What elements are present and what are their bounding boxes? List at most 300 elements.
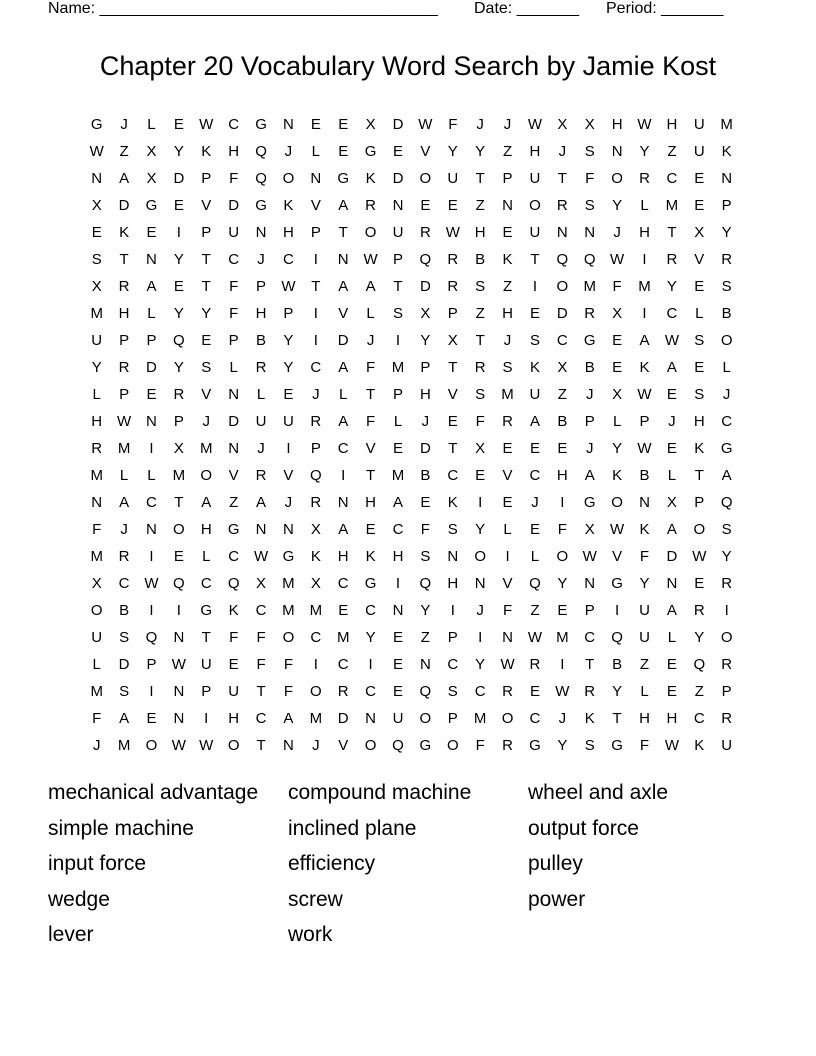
- grid-letter: P: [447, 629, 458, 646]
- grid-letter: E: [666, 683, 677, 700]
- grid-letter: Z: [557, 386, 567, 403]
- grid-letter: M: [282, 602, 295, 619]
- grid-letter: C: [365, 683, 377, 700]
- grid-letter: I: [313, 332, 318, 349]
- grid-letter: O: [282, 629, 295, 646]
- grid-letter: I: [313, 656, 318, 673]
- grid-letter: P: [146, 332, 157, 349]
- word-list: [48, 779, 768, 957]
- grid-letter: F: [585, 170, 595, 187]
- grid-letter: R: [639, 170, 650, 187]
- grid-letter: C: [721, 413, 733, 430]
- grid-row: [83, 517, 741, 544]
- grid-letter: Y: [639, 575, 650, 592]
- grid-letter: H: [118, 305, 130, 322]
- grid-letter: H: [502, 305, 513, 322]
- grid-letter: O: [529, 197, 541, 214]
- grid-letter: S: [201, 359, 212, 376]
- grid-letter: L: [92, 656, 101, 673]
- grid-letter: X: [666, 494, 677, 511]
- grid-letter: R: [118, 278, 130, 295]
- grid-letter: A: [338, 278, 349, 295]
- grid-letter: B: [612, 656, 623, 673]
- grid-letter: G: [145, 197, 158, 214]
- grid-letter: F: [420, 521, 430, 538]
- grid-letter: F: [475, 737, 485, 754]
- grid-letter: W: [610, 521, 625, 538]
- grid-letter: U: [91, 332, 103, 349]
- grid-letter: Q: [309, 467, 322, 484]
- grid-letter: F: [92, 710, 102, 727]
- grid-letter: U: [255, 413, 267, 430]
- grid-letter: O: [474, 548, 486, 565]
- grid-letter: H: [91, 413, 103, 430]
- grid-letter: C: [693, 710, 705, 727]
- grid-letter: X: [256, 575, 267, 592]
- grid-letter: S: [584, 197, 595, 214]
- grid-letter: K: [612, 467, 623, 484]
- word-list-item: pulley: [528, 852, 583, 876]
- grid-letter: D: [666, 548, 678, 565]
- grid-letter: J: [558, 710, 567, 727]
- grid-letter: E: [666, 656, 677, 673]
- grid-letter: X: [557, 359, 568, 376]
- grid-letter: O: [611, 494, 623, 511]
- grid-letter: R: [310, 494, 322, 511]
- grid-letter: U: [693, 143, 705, 160]
- grid-letter: Y: [91, 359, 102, 376]
- grid-letter: A: [119, 710, 130, 727]
- grid-letter: R: [447, 278, 459, 295]
- grid-letter: N: [502, 629, 513, 646]
- grid-letter: S: [694, 332, 705, 349]
- grid-letter: K: [119, 224, 130, 241]
- grid-letter: E: [447, 413, 458, 430]
- grid-row: [83, 490, 741, 517]
- name-field: Name: ______________________________________: [48, 0, 438, 17]
- grid-letter: P: [639, 413, 650, 430]
- grid-letter: R: [529, 656, 541, 673]
- grid-letter: X: [612, 386, 623, 403]
- grid-letter: I: [560, 494, 565, 511]
- grid-letter: N: [283, 737, 294, 754]
- grid-letter: H: [228, 143, 240, 160]
- grid-letter: M: [309, 710, 323, 727]
- grid-letter: J: [476, 116, 484, 133]
- grid-letter: U: [283, 413, 294, 430]
- grid-letter: I: [204, 710, 209, 727]
- grid-letter: S: [119, 683, 130, 700]
- grid-letter: I: [395, 332, 401, 349]
- word-search-grid: [83, 112, 741, 760]
- grid-letter: C: [228, 548, 240, 565]
- grid-letter: L: [640, 683, 649, 700]
- grid-letter: C: [447, 656, 459, 673]
- grid-letter: D: [228, 413, 240, 430]
- grid-letter: Y: [694, 629, 705, 646]
- grid-letter: H: [419, 386, 431, 403]
- grid-letter: T: [256, 683, 266, 700]
- grid-letter: H: [337, 548, 349, 565]
- grid-letter: P: [283, 305, 294, 322]
- grid-letter: P: [201, 683, 212, 700]
- grid-letter: W: [692, 548, 707, 565]
- grid-letter: W: [144, 575, 159, 592]
- grid-letter: G: [90, 116, 103, 133]
- grid-letter: M: [90, 467, 103, 484]
- grid-letter: B: [475, 251, 486, 268]
- grid-letter: G: [364, 143, 377, 160]
- grid-letter: C: [474, 683, 486, 700]
- grid-letter: W: [555, 683, 570, 700]
- grid-letter: Z: [667, 143, 677, 160]
- grid-letter: P: [201, 170, 212, 187]
- grid-letter: I: [176, 224, 181, 241]
- grid-letter: D: [228, 197, 240, 214]
- grid-letter: T: [366, 386, 376, 403]
- grid-letter: E: [694, 170, 705, 187]
- grid-row: [83, 679, 741, 706]
- grid-letter: Q: [227, 575, 240, 592]
- grid-letter: P: [584, 413, 595, 430]
- grid-letter: P: [420, 359, 431, 376]
- grid-letter: E: [283, 386, 294, 403]
- grid-letter: M: [172, 467, 186, 484]
- grid-letter: U: [228, 224, 240, 241]
- grid-letter: D: [392, 116, 404, 133]
- grid-letter: U: [529, 224, 541, 241]
- grid-letter: J: [722, 386, 731, 403]
- grid-letter: L: [147, 305, 156, 322]
- grid-letter: H: [200, 521, 212, 538]
- grid-letter: G: [583, 494, 596, 511]
- grid-row: [83, 544, 741, 571]
- grid-letter: F: [283, 683, 294, 700]
- grid-letter: A: [201, 494, 212, 511]
- grid-letter: J: [585, 386, 594, 403]
- grid-letter: S: [721, 521, 732, 538]
- grid-letter: Y: [557, 737, 568, 754]
- grid-letter: T: [256, 737, 266, 754]
- grid-letter: V: [310, 197, 321, 214]
- grid-letter: L: [695, 305, 704, 322]
- grid-letter: L: [366, 305, 375, 322]
- grid-letter: L: [202, 548, 211, 565]
- grid-letter: O: [611, 170, 623, 187]
- grid-letter: T: [557, 170, 567, 187]
- grid-letter: L: [256, 386, 266, 403]
- grid-letter: F: [475, 413, 485, 430]
- grid-letter: H: [693, 413, 705, 430]
- grid-letter: R: [502, 737, 513, 754]
- grid-letter: X: [612, 305, 623, 322]
- grid-letter: T: [448, 440, 458, 457]
- grid-letter: S: [119, 629, 130, 646]
- grid-letter: D: [392, 170, 404, 187]
- grid-letter: Z: [502, 278, 513, 295]
- grid-letter: Y: [420, 332, 431, 349]
- grid-letter: I: [724, 602, 729, 619]
- grid-letter: I: [313, 251, 318, 268]
- grid-letter: C: [200, 575, 212, 592]
- grid-letter: N: [337, 494, 349, 511]
- grid-letter: S: [584, 143, 595, 160]
- grid-letter: Z: [475, 305, 485, 322]
- grid-letter: V: [447, 386, 458, 403]
- grid-letter: Y: [612, 440, 623, 457]
- grid-letter: E: [173, 278, 184, 295]
- date-field: Date: _______: [474, 0, 579, 17]
- grid-letter: R: [337, 683, 349, 700]
- grid-letter: P: [447, 305, 458, 322]
- grid-letter: E: [173, 548, 184, 565]
- grid-row: [83, 463, 741, 490]
- grid-letter: H: [474, 224, 486, 241]
- grid-letter: U: [639, 629, 650, 646]
- grid-letter: K: [228, 602, 239, 619]
- grid-letter: T: [448, 359, 458, 376]
- grid-row: [83, 436, 741, 463]
- grid-letter: Z: [420, 629, 430, 646]
- grid-letter: E: [173, 197, 184, 214]
- grid-letter: C: [146, 494, 157, 511]
- grid-letter: W: [89, 143, 104, 160]
- grid-letter: J: [284, 494, 293, 511]
- grid-letter: Z: [229, 494, 239, 511]
- grid-letter: E: [146, 386, 157, 403]
- grid-letter: K: [502, 251, 513, 268]
- grid-letter: G: [227, 521, 240, 538]
- grid-letter: Z: [694, 683, 704, 700]
- word-list-item: mechanical advantage: [48, 781, 259, 804]
- grid-letter: V: [502, 467, 513, 484]
- grid-letter: R: [91, 440, 103, 457]
- grid-letter: F: [229, 305, 239, 322]
- grid-letter: R: [255, 359, 267, 376]
- grid-letter: C: [255, 602, 267, 619]
- grid-letter: S: [584, 737, 595, 754]
- grid-letter: F: [92, 521, 102, 538]
- grid-letter: O: [556, 548, 569, 565]
- grid-letter: Q: [173, 575, 185, 592]
- grid-letter: P: [502, 170, 513, 187]
- grid-letter: X: [173, 440, 184, 457]
- grid-letter: M: [282, 575, 295, 592]
- grid-letter: S: [447, 521, 458, 538]
- grid-letter: W: [582, 548, 597, 565]
- grid-letter: N: [146, 413, 157, 430]
- grid-letter: E: [392, 656, 403, 673]
- grid-row: [83, 301, 741, 328]
- grid-letter: W: [445, 224, 460, 241]
- grid-letter: M: [90, 305, 103, 322]
- grid-letter: Q: [419, 251, 432, 268]
- grid-letter: Z: [475, 197, 485, 214]
- grid-letter: P: [721, 683, 732, 700]
- grid-letter: J: [558, 143, 567, 160]
- grid-letter: A: [338, 413, 349, 430]
- grid-row: [83, 382, 741, 409]
- grid-letter: N: [392, 602, 404, 619]
- grid-letter: H: [666, 116, 678, 133]
- grid-letter: P: [201, 224, 212, 241]
- grid-letter: Y: [475, 143, 486, 160]
- grid-letter: K: [639, 521, 650, 538]
- grid-letter: S: [91, 251, 102, 268]
- grid-letter: P: [694, 494, 705, 511]
- grid-letter: T: [366, 467, 376, 484]
- grid-letter: A: [119, 494, 130, 511]
- grid-letter: U: [693, 116, 705, 133]
- grid-letter: P: [146, 656, 157, 673]
- grid-row: [83, 625, 741, 652]
- grid-letter: Q: [583, 251, 596, 268]
- grid-letter: K: [447, 494, 458, 511]
- grid-letter: P: [721, 197, 732, 214]
- grid-letter: T: [585, 656, 595, 673]
- grid-letter: C: [365, 602, 377, 619]
- grid-row: [83, 706, 741, 733]
- grid-letter: J: [312, 737, 320, 754]
- grid-letter: S: [475, 278, 486, 295]
- grid-letter: W: [281, 278, 296, 295]
- grid-letter: F: [639, 737, 650, 754]
- grid-letter: B: [256, 332, 267, 349]
- grid-letter: F: [229, 629, 239, 646]
- grid-letter: A: [639, 332, 650, 349]
- grid-letter: R: [556, 197, 568, 214]
- grid-letter: X: [584, 116, 595, 133]
- grid-letter: Y: [283, 332, 294, 349]
- grid-letter: F: [639, 548, 650, 565]
- grid-letter: N: [173, 629, 185, 646]
- grid-letter: G: [583, 332, 596, 349]
- grid-letter: F: [229, 278, 239, 295]
- grid-letter: D: [118, 197, 130, 214]
- grid-letter: N: [173, 683, 185, 700]
- grid-letter: E: [529, 440, 540, 457]
- grid-letter: Y: [173, 251, 184, 268]
- grid-letter: Y: [612, 197, 623, 214]
- grid-letter: J: [476, 602, 484, 619]
- grid-letter: T: [530, 251, 540, 268]
- grid-letter: E: [529, 683, 540, 700]
- grid-letter: K: [584, 710, 595, 727]
- word-list-item: power: [528, 887, 586, 911]
- grid-letter: A: [666, 521, 677, 538]
- grid-letter: C: [529, 467, 541, 484]
- grid-letter: J: [421, 413, 430, 430]
- grid-row: [83, 166, 741, 193]
- grid-letter: P: [119, 332, 130, 349]
- grid-letter: J: [668, 413, 676, 430]
- grid-letter: E: [694, 278, 705, 295]
- grid-letter: I: [478, 629, 483, 646]
- grid-letter: N: [337, 251, 349, 268]
- grid-letter: O: [200, 467, 213, 484]
- grid-letter: X: [91, 278, 102, 295]
- grid-letter: F: [256, 629, 266, 646]
- grid-letter: E: [420, 197, 431, 214]
- grid-letter: M: [309, 602, 323, 619]
- grid-letter: C: [228, 116, 240, 133]
- grid-letter: E: [502, 440, 513, 457]
- grid-letter: E: [529, 305, 540, 322]
- grid-letter: B: [420, 467, 431, 484]
- grid-letter: Y: [201, 305, 212, 322]
- grid-letter: R: [365, 197, 377, 214]
- grid-letter: T: [338, 224, 348, 241]
- grid-letter: O: [227, 737, 240, 754]
- word-list-item: lever: [48, 923, 94, 947]
- grid-letter: E: [146, 224, 157, 241]
- grid-letter: M: [638, 278, 651, 295]
- grid-letter: N: [419, 656, 431, 673]
- grid-letter: C: [666, 305, 678, 322]
- grid-letter: G: [200, 602, 213, 619]
- grid-letter: X: [365, 116, 376, 133]
- grid-letter: I: [642, 251, 647, 268]
- period-field: Period: _______: [606, 0, 724, 17]
- grid-letter: E: [529, 521, 540, 538]
- grid-letter: U: [91, 629, 103, 646]
- grid-letter: O: [282, 170, 295, 187]
- grid-letter: V: [338, 737, 349, 754]
- grid-letter: V: [228, 467, 239, 484]
- grid-letter: J: [257, 251, 265, 268]
- grid-letter: C: [310, 629, 322, 646]
- grid-letter: D: [337, 332, 349, 349]
- grid-letter: J: [503, 116, 512, 133]
- grid-letter: W: [664, 737, 679, 754]
- grid-letter: T: [667, 224, 677, 241]
- grid-letter: J: [312, 386, 320, 403]
- grid-letter: Y: [666, 278, 677, 295]
- grid-letter: Q: [419, 683, 432, 700]
- grid-letter: C: [529, 710, 541, 727]
- grid-letter: U: [529, 170, 541, 187]
- grid-letter: V: [201, 197, 212, 214]
- grid-letter: A: [666, 359, 677, 376]
- grid-row: [83, 571, 741, 598]
- grid-letter: K: [201, 143, 212, 160]
- grid-letter: U: [228, 683, 240, 700]
- grid-letter: U: [721, 737, 733, 754]
- grid-letter: N: [556, 224, 568, 241]
- grid-letter: Z: [639, 656, 650, 673]
- grid-letter: Y: [612, 683, 623, 700]
- grid-letter: I: [505, 548, 510, 565]
- grid-letter: M: [391, 467, 405, 484]
- grid-letter: I: [149, 548, 154, 565]
- grid-row: [83, 193, 741, 220]
- grid-letter: N: [392, 197, 404, 214]
- grid-letter: U: [529, 386, 541, 403]
- grid-letter: P: [447, 710, 458, 727]
- grid-letter: B: [119, 602, 130, 619]
- grid-letter: Z: [119, 143, 129, 160]
- grid-letter: V: [338, 305, 349, 322]
- grid-letter: M: [501, 386, 514, 403]
- grid-letter: I: [450, 602, 455, 619]
- grid-letter: W: [199, 737, 214, 754]
- grid-letter: I: [560, 656, 565, 673]
- grid-letter: W: [637, 386, 652, 403]
- grid-letter: O: [364, 224, 377, 241]
- grid-row: [83, 328, 741, 355]
- grid-letter: L: [229, 359, 238, 376]
- grid-letter: H: [639, 224, 650, 241]
